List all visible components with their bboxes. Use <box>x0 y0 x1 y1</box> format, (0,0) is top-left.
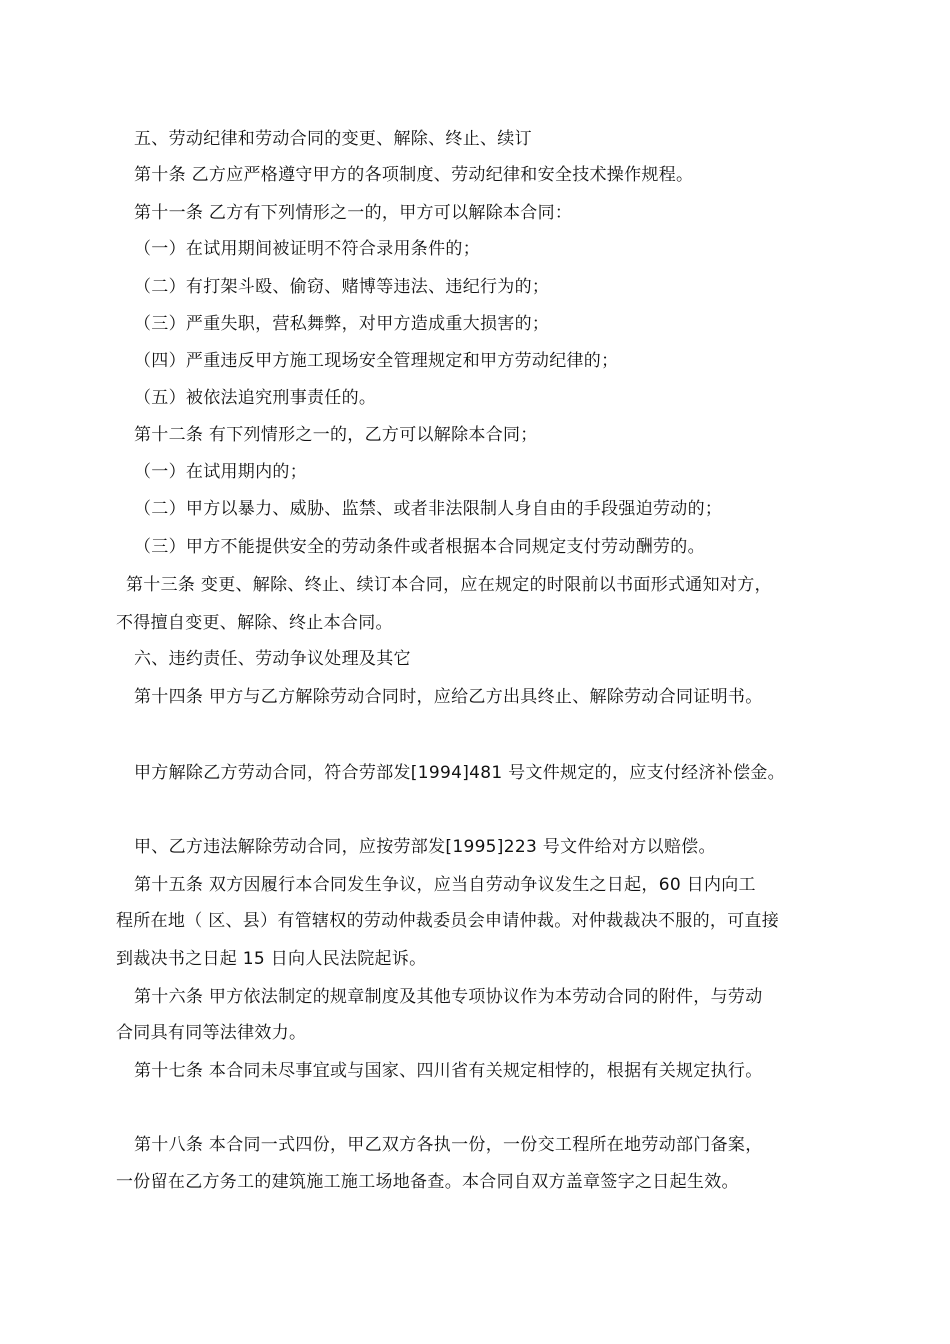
article-14-compensation: 甲方解除乙方劳动合同，符合劳部发[1994]481 号文件规定的，应支付经济补偿金。 <box>134 763 785 783</box>
article-12: 第十二条 有下列情形之一的，乙方可以解除本合同； <box>134 425 538 445</box>
section-heading-5: 五、劳动纪律和劳动合同的变更、解除、终止、续订 <box>134 129 532 149</box>
article-16-line-1: 第十六条 甲方依法制定的规章制度及其他专项协议作为本劳动合同的附件，与劳动 <box>134 987 763 1007</box>
article-15-line-3: 到裁决书之日起 15 日向人民法院起诉。 <box>116 949 427 969</box>
article-13-line-2: 不得擅自变更、解除、终止本合同。 <box>116 613 393 633</box>
article-18-line-1: 第十八条 本合同一式四份，甲乙双方各执一份，一份交工程所在地劳动部门备案， <box>134 1135 763 1155</box>
article-14: 第十四条 甲方与乙方解除劳动合同时，应给乙方出具终止、解除劳动合同证明书。 <box>134 687 763 707</box>
article-12-item-3: （三）甲方不能提供安全的劳动条件或者根据本合同规定支付劳动酬劳的。 <box>134 537 705 557</box>
article-17: 第十七条 本合同未尽事宜或与国家、四川省有关规定相悖的，根据有关规定执行。 <box>134 1061 763 1081</box>
article-16-line-2: 合同具有同等法律效力。 <box>116 1023 307 1043</box>
article-11-item-4: （四）严重违反甲方施工现场安全管理规定和甲方劳动纪律的； <box>134 351 619 371</box>
article-12-item-1: （一）在试用期内的； <box>134 462 307 482</box>
article-15-line-2: 程所在地（ 区、县）有管辖权的劳动仲裁委员会申请仲裁。对仲裁裁决不服的，可直接 <box>116 911 780 931</box>
article-14-damages: 甲、乙方违法解除劳动合同，应按劳部发[1995]223 号文件给对方以赔偿。 <box>134 837 716 857</box>
article-15-line-1: 第十五条 双方因履行本合同发生争议，应当自劳动争议发生之日起，60 日内向工 <box>134 875 756 895</box>
article-11-item-3: （三）严重失职，营私舞弊，对甲方造成重大损害的； <box>134 314 550 334</box>
article-13-line-1: 第十三条 变更、解除、终止、续订本合同，应在规定的时限前以书面形式通知对方， <box>126 575 772 595</box>
article-10: 第十条 乙方应严格遵守甲方的各项制度、劳动纪律和安全技术操作规程。 <box>134 165 694 185</box>
article-12-item-2: （二）甲方以暴力、威胁、监禁、或者非法限制人身自由的手段强迫劳动的； <box>134 499 723 519</box>
article-11-item-2: （二）有打架斗殴、偷窃、赌博等违法、违纪行为的； <box>134 277 550 297</box>
article-11-item-1: （一）在试用期间被证明不符合录用条件的； <box>134 239 480 259</box>
article-18-line-2: 一份留在乙方务工的建筑施工施工场地备查。本合同自双方盖章签字之日起生效。 <box>116 1172 739 1192</box>
article-11-item-5: （五）被依法追究刑事责任的。 <box>134 388 377 408</box>
section-heading-6: 六、违约责任、劳动争议处理及其它 <box>134 649 411 669</box>
article-11: 第十一条 乙方有下列情形之一的，甲方可以解除本合同： <box>134 203 573 223</box>
